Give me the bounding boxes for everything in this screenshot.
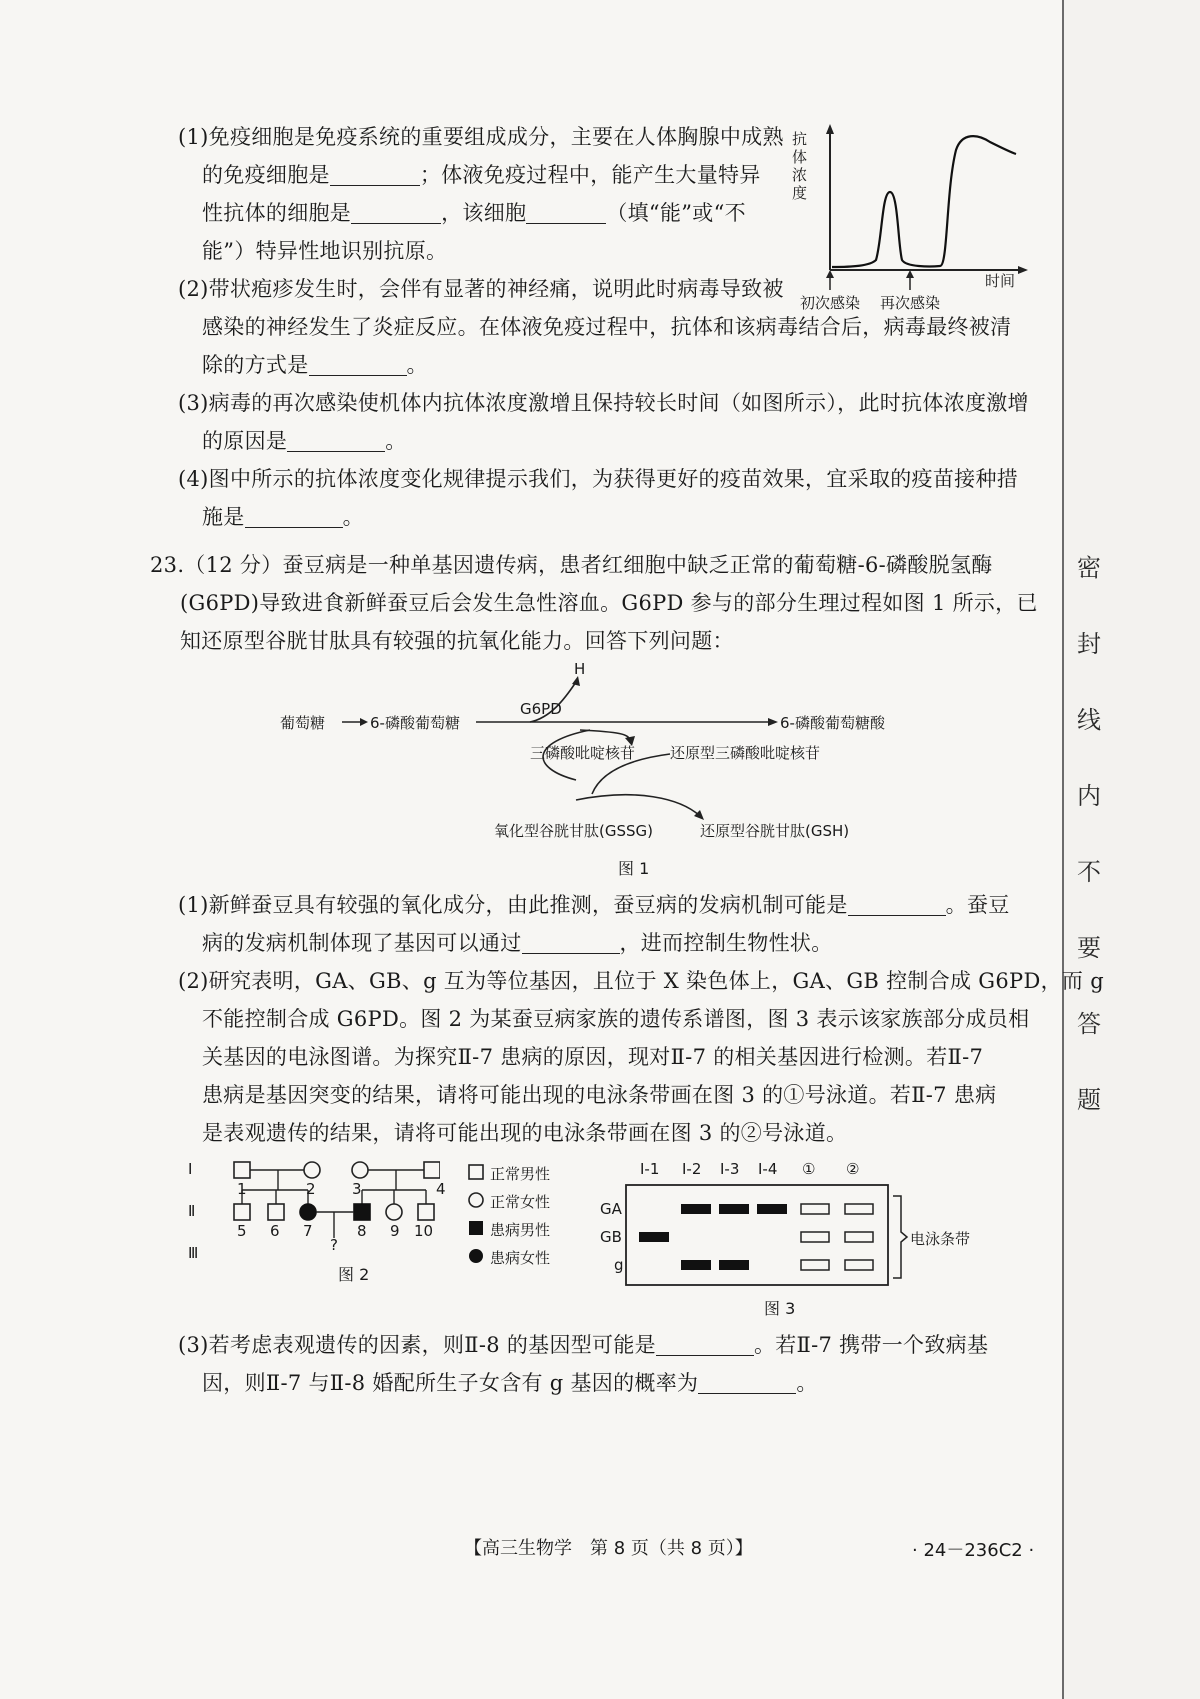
- pedigree-female-9: [386, 1204, 402, 1220]
- pedigree-female-3: [352, 1162, 368, 1178]
- pedigree-legend-icons: [466, 1162, 488, 1272]
- answer-blank[interactable]: [526, 201, 606, 224]
- legend-affected-female-icon: [469, 1249, 483, 1263]
- answer-blank[interactable]: [330, 163, 420, 186]
- fig1-glucose: 葡萄糖: [280, 714, 326, 732]
- exam-code: · 24－236C2 ·: [912, 1540, 1035, 1561]
- q22-p3-line1: (3)病毒的再次感染使机体内抗体浓度激增且保持较长时间（如图所示），此时抗体浓度激增: [178, 391, 1029, 415]
- band-I3-g: [719, 1260, 749, 1270]
- legend-normal-male: 正常男性: [490, 1165, 551, 1183]
- q22-p4-line1: (4)图中所示的抗体浓度变化规律提示我们，为获得更好的疫苗效果，宜采取的疫苗接种措: [178, 467, 1019, 491]
- pedigree-id: 3: [352, 1180, 362, 1198]
- seal-char: 密: [1077, 554, 1101, 582]
- q23-stem-line2: (G6PD)导致进食新鲜蚕豆后会发生急性溶血。G6PD 参与的部分生理过程如图 1 所示，已: [180, 591, 1038, 615]
- q23-p3-line1: (3)若考虑表观遗传的因素，则Ⅱ-8 的基因型可能是 。若Ⅱ-7 携带一个致病基: [178, 1333, 989, 1357]
- q23-stem-line3: 知还原型谷胱甘肽具有较强的抗氧化能力。回答下列问题：: [180, 629, 734, 653]
- pedigree-id: 9: [390, 1222, 400, 1240]
- pedigree-male-10: [418, 1204, 434, 1220]
- empty-band-lane2-GA[interactable]: [845, 1204, 873, 1214]
- answer-blank[interactable]: [522, 931, 620, 954]
- legend-normal-male-icon: [469, 1165, 483, 1179]
- seal-char: 不: [1077, 858, 1101, 886]
- q22-p1-line2: 的免疫细胞是 ；体液免疫过程中，能产生大量特异: [202, 163, 761, 187]
- empty-band-lane2-g[interactable]: [845, 1260, 873, 1270]
- row-label: g: [614, 1256, 624, 1274]
- answer-blank[interactable]: [245, 505, 343, 528]
- fig1-enzyme: G6PD: [520, 700, 562, 718]
- pedigree-male-1: [234, 1162, 250, 1178]
- fig1-gssg: 氧化型谷胱甘肽(GSSG): [494, 822, 653, 840]
- q23-p2-line5: 是表观遗传的结果，请将可能出现的电泳条带画在图 3 的②号泳道。: [202, 1121, 848, 1145]
- lane-label: ②: [846, 1160, 860, 1178]
- band-I3-GA: [719, 1204, 749, 1214]
- figure-3-gel: [625, 1184, 915, 1288]
- pedigree-id: 1: [237, 1180, 247, 1198]
- seal-char: 封: [1077, 630, 1101, 658]
- pedigree-male-6: [268, 1204, 284, 1220]
- q23-p2-line4: 患病是基因突变的结果，请将可能出现的电泳条带画在图 3 的①号泳道。若Ⅱ-7 患病: [202, 1083, 997, 1107]
- lane-label: Ⅰ-3: [720, 1160, 740, 1178]
- q22-p2-line2: 感染的神经发生了炎症反应。在体液免疫过程中，抗体和该病毒结合后，病毒最终被清: [202, 315, 1012, 339]
- q23-p2-line2: 不能控制合成 G6PD。图 2 为某蚕豆病家族的遗传系谱图，图 3 表示该家族部分成员相: [202, 1007, 1030, 1031]
- q23-p3-line2: 因，则Ⅱ-7 与Ⅱ-8 婚配所生子女含有 g 基因的概率为 。: [202, 1371, 818, 1395]
- lane-label: Ⅰ-4: [758, 1160, 778, 1178]
- legend-affected-male: 患病男性: [490, 1221, 551, 1239]
- pedigree-female-2: [304, 1162, 320, 1178]
- seal-char: 线: [1077, 706, 1101, 734]
- q22-p1-line3: 性抗体的细胞是 ，该细胞 （填“能”或“不: [202, 201, 746, 225]
- seal-char: 要: [1077, 934, 1101, 962]
- legend-normal-female-icon: [469, 1193, 483, 1207]
- gen-label-3: Ⅲ: [188, 1244, 199, 1262]
- fig1-h: H: [574, 660, 586, 678]
- lane-label: Ⅰ-2: [682, 1160, 702, 1178]
- empty-band-lane1-GB[interactable]: [801, 1232, 829, 1242]
- answer-blank[interactable]: [698, 1371, 796, 1394]
- band-I4-GA: [757, 1204, 787, 1214]
- legend-affected-female: 患病女性: [490, 1249, 551, 1267]
- second-infection-label: 再次感染: [880, 294, 941, 312]
- pedigree-id: 2: [306, 1180, 316, 1198]
- pedigree-affected-female-7: [300, 1204, 316, 1220]
- q22-p1-line4: 能”）特异性地识别抗原。: [202, 239, 448, 263]
- gel-bracket-label: 电泳条带: [910, 1230, 971, 1248]
- pedigree-id: 10: [414, 1222, 434, 1240]
- fig1-caption: 图 1: [618, 859, 650, 878]
- q22-p4-line2: 施是 。: [202, 505, 364, 529]
- lane-label: Ⅰ-1: [640, 1160, 660, 1178]
- infection-markers: [800, 270, 940, 292]
- pedigree-male-5: [234, 1204, 250, 1220]
- empty-band-lane2-GB[interactable]: [845, 1232, 873, 1242]
- q23-p1-line1: (1)新鲜蚕豆具有较强的氧化成分，由此推测，蚕豆病的发病机制可能是 。蚕豆: [178, 893, 1010, 917]
- fig1-nadp: 三磷酸吡啶核苷: [530, 744, 636, 762]
- q23-stem-line1: 23.（12 分）蚕豆病是一种单基因遗传病，患者红细胞中缺乏正常的葡萄糖-6-磷酸脱氢酶: [150, 553, 993, 577]
- fig1-g6p: 6-磷酸葡萄糖: [370, 714, 460, 732]
- q22-p2-line1: (2)带状疱疹发生时，会伴有显著的神经痛，说明此时病毒导致被: [178, 277, 784, 301]
- first-infection-label: 初次感染: [800, 294, 861, 312]
- q22-p2-line3: 除的方式是 。: [202, 353, 428, 377]
- seal-char: 题: [1077, 1086, 1101, 1114]
- lane-label: ①: [802, 1160, 816, 1178]
- pedigree-id: 8: [357, 1222, 367, 1240]
- answer-blank[interactable]: [848, 893, 946, 916]
- fig1-nadph: 还原型三磷酸吡啶核苷: [670, 744, 821, 762]
- cycle-arrow-right: [576, 795, 700, 816]
- gen-label-2: Ⅱ: [188, 1202, 196, 1220]
- pedigree-id: 7: [303, 1222, 313, 1240]
- chart-xlabel: 时间: [985, 272, 1016, 290]
- x-axis-arrow-icon: [1018, 266, 1028, 274]
- fig1-product: 6-磷酸葡萄糖酸: [780, 714, 885, 732]
- band-I2-g: [681, 1260, 711, 1270]
- q23-p1-line2: 病的发病机制体现了基因可以通过 ，进而控制生物性状。: [202, 931, 833, 955]
- q23-p2-line1: (2)研究表明，GA、GB、g 互为等位基因，且位于 X 染色体上，GA、GB 控制合成 G6PD，而 g: [178, 969, 1104, 993]
- bracket-icon: [893, 1196, 907, 1278]
- pedigree-unknown: ?: [330, 1236, 338, 1254]
- fig1-gsh: 还原型谷胱甘肽(GSH): [700, 822, 850, 840]
- pedigree-id: 4: [436, 1180, 446, 1198]
- legend-affected-male-icon: [469, 1221, 483, 1235]
- answer-blank[interactable]: [309, 353, 407, 376]
- empty-band-lane1-g[interactable]: [801, 1260, 829, 1270]
- band-I1-GB: [639, 1232, 669, 1242]
- nadph-arrow: [580, 730, 630, 740]
- row-label: GA: [600, 1200, 622, 1218]
- pedigree-male-4: [424, 1162, 440, 1178]
- main-arrow-head-icon: [768, 718, 778, 726]
- figure-2-pedigree: [200, 1160, 440, 1280]
- q22-p1-line1: (1)免疫细胞是免疫系统的重要组成成分，主要在人体胸腺中成熟: [178, 125, 784, 149]
- legend-normal-female: 正常女性: [490, 1193, 551, 1211]
- page-footer: 【高三生物学 第 8 页（共 8 页）】: [464, 1538, 753, 1559]
- pedigree-id: 5: [237, 1222, 247, 1240]
- fig3-caption: 图 3: [764, 1299, 796, 1318]
- chart-ylabel: 抗体浓度: [792, 130, 808, 202]
- seal-char: 答: [1077, 1010, 1101, 1038]
- antibody-curve: [832, 136, 1016, 267]
- gen-label-1: Ⅰ: [188, 1160, 193, 1178]
- seal-char: 内: [1077, 782, 1101, 810]
- empty-band-lane1-GA[interactable]: [801, 1204, 829, 1214]
- seal-notice: [1072, 530, 1106, 1138]
- pedigree-affected-male-8: [354, 1204, 370, 1220]
- arrow-head-icon: [360, 718, 368, 726]
- y-axis-arrow-icon: [826, 124, 834, 134]
- pedigree-id: 6: [270, 1222, 280, 1240]
- q22-p3-line2: 的原因是 。: [202, 429, 407, 453]
- answer-blank[interactable]: [656, 1333, 754, 1356]
- row-label: GB: [600, 1228, 622, 1246]
- q23-p2-line3: 关基因的电泳图谱。为探究Ⅱ-7 患病的原因，现对Ⅱ-7 的相关基因进行检测。若Ⅱ-7: [202, 1045, 984, 1069]
- answer-blank[interactable]: [351, 201, 441, 224]
- band-I2-GA: [681, 1204, 711, 1214]
- answer-blank[interactable]: [287, 429, 385, 452]
- fig2-caption: 图 2: [338, 1265, 370, 1284]
